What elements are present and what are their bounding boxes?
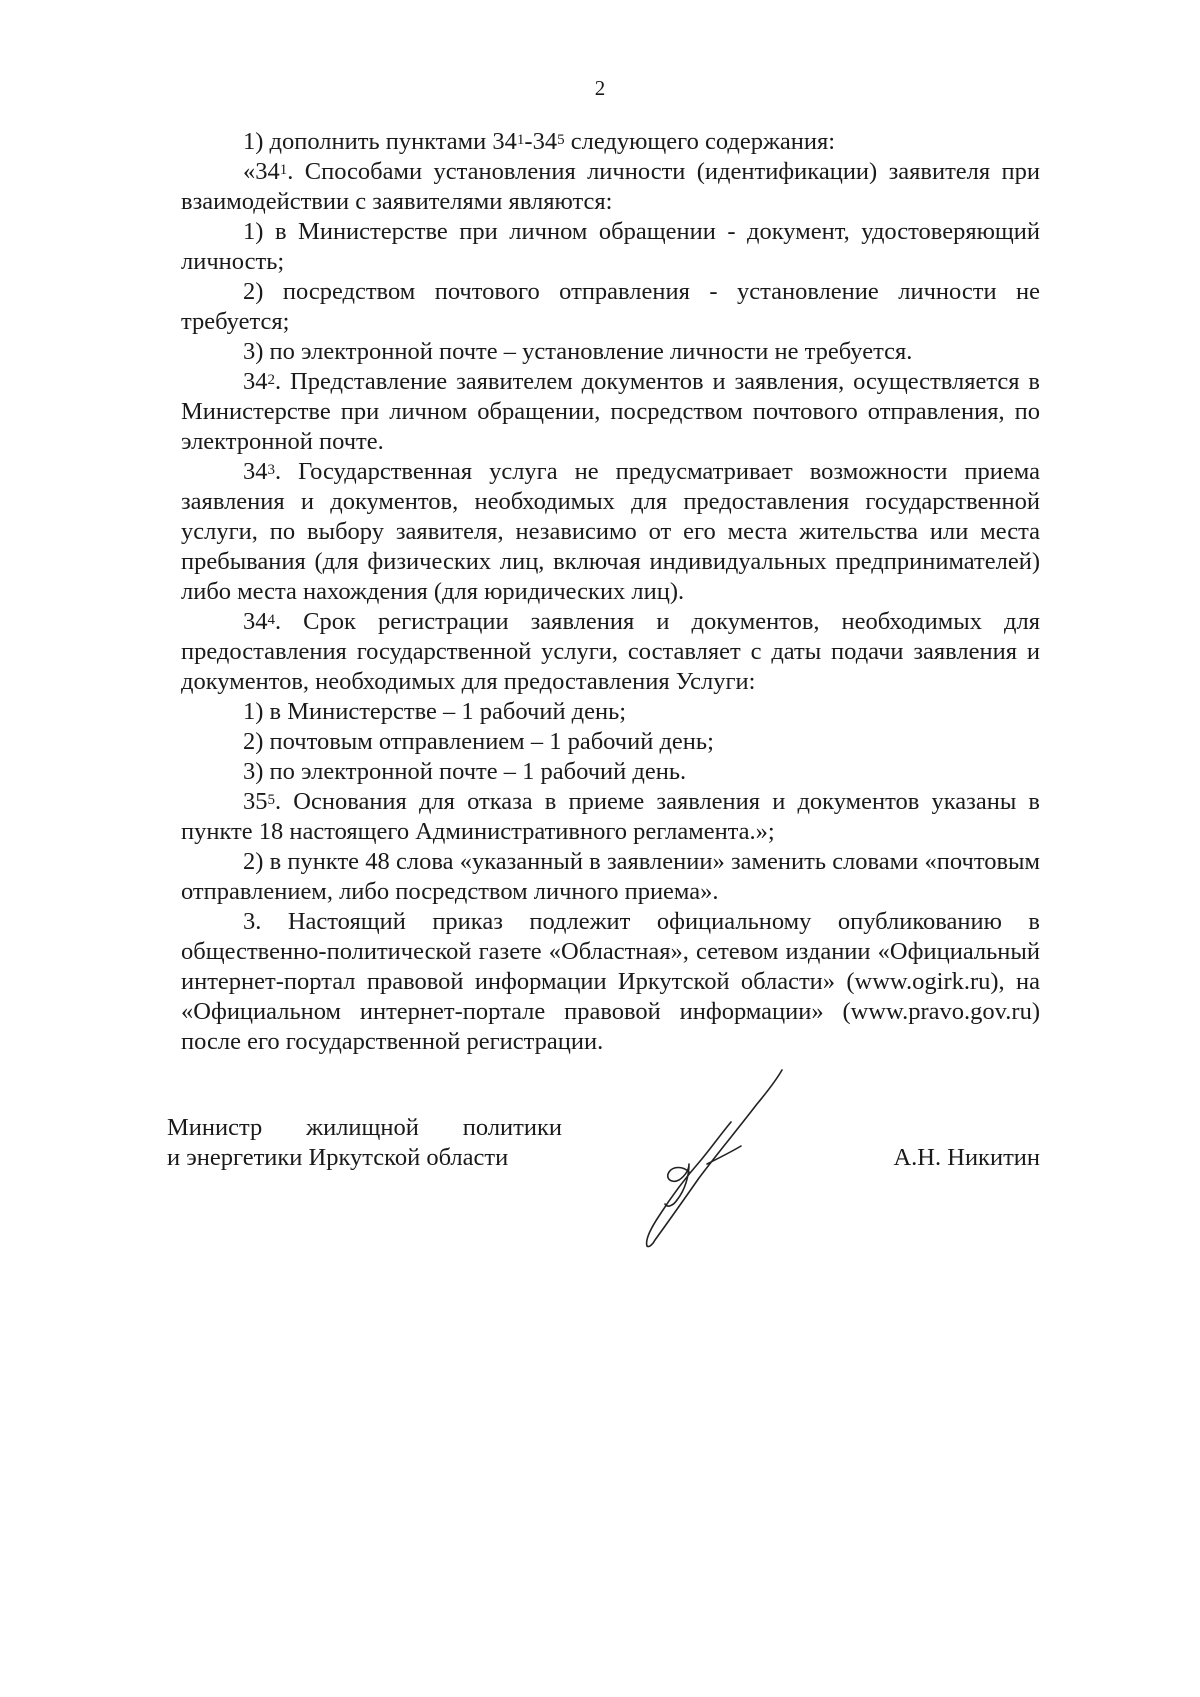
paragraph-text: . Государственная услуга не предусматривает возможности приема заявления и документов, необходимых для предоставления государственной услуги, по выбору заявителя, независимо от его места жительства или места пребывания (для физических лиц, включая индивидуальных предпринимателей) либо места нахождения (для юридических лиц). — [181, 458, 1040, 605]
paragraph-p10 — [181, 727, 1040, 757]
paragraph-p12 — [181, 787, 1040, 847]
paragraph-p11 — [181, 757, 1040, 787]
paragraph-text: 3) по электронной почте – 1 рабочий день. — [243, 758, 687, 785]
signer-title-word: Министр — [167, 1114, 263, 1141]
paragraph-text: 1) дополнить пунктами 34 — [243, 128, 517, 155]
paragraph-text: 34 — [243, 368, 268, 395]
paragraph-text: 2) в пункте 48 слова «указанный в заявлении» заменить словами «почтовым отправлением, либо посредством личного приема». — [181, 848, 1040, 905]
paragraph-p13 — [181, 847, 1040, 907]
paragraph-text: 34 — [243, 608, 268, 635]
paragraph-text: . Представление заявителем документов и заявления, осуществляется в Министерстве при личном обращении, посредством почтового отправления, по электронной почте. — [181, 368, 1040, 455]
superscript-index: 5 — [267, 792, 275, 808]
superscript-index: 5 — [557, 132, 565, 148]
paragraph-text: 34 — [243, 458, 268, 485]
superscript-index: 1 — [516, 132, 525, 148]
paragraph-p3 — [181, 217, 1040, 277]
paragraph-p2 — [181, 157, 1040, 217]
paragraph-p8 — [181, 607, 1040, 697]
superscript-index: 4 — [267, 612, 275, 628]
paragraph-text: следующего содержания: — [564, 128, 836, 155]
signer-name: А.Н. Никитин — [893, 1144, 1040, 1171]
signature-block — [167, 1113, 1040, 1253]
signer-title — [167, 1113, 562, 1173]
paragraph-p9 — [181, 697, 1040, 727]
paragraph-p6 — [181, 367, 1040, 457]
document-body — [181, 127, 1040, 1057]
page-number: 2 — [594, 76, 606, 100]
paragraph-p5 — [181, 337, 1040, 367]
paragraph-text: 2) посредством почтового отправления - установление личности не требуется; — [181, 278, 1040, 335]
paragraph-text: 3) по электронной почте – установление личности не требуется. — [243, 338, 913, 365]
paragraph-text: . Срок регистрации заявления и документов, необходимых для предоставления государственной услуги, составляет с даты подачи заявления и документов, необходимых для предоставления Услуги: — [181, 608, 1040, 695]
paragraph-p14 — [181, 907, 1040, 1057]
paragraph-text: 1) в Министерстве при личном обращении - документ, удостоверяющий личность; — [181, 218, 1040, 275]
signer-title-word: политики — [462, 1114, 562, 1141]
handwritten-signature-icon — [607, 1068, 787, 1253]
signer-title-line-1 — [167, 1113, 562, 1143]
superscript-index: 2 — [267, 372, 275, 388]
signer-title-line-2: и энергетики Иркутской области — [167, 1144, 509, 1171]
paragraph-text: 2) почтовым отправлением – 1 рабочий день; — [243, 728, 714, 755]
paragraph-text: «34 — [243, 158, 280, 185]
signer-title-word: жилищной — [306, 1114, 419, 1141]
paragraph-p4 — [181, 277, 1040, 337]
paragraph-text: . Способами установления личности (идентификации) заявителя при взаимодействии с заявителями являются: — [181, 158, 1040, 215]
paragraph-text: . Основания для отказа в приеме заявления и документов указаны в пункте 18 настоящего Административного регламента.»; — [181, 788, 1040, 845]
paragraph-text: -34 — [524, 128, 558, 155]
paragraph-p7 — [181, 457, 1040, 607]
paragraph-text: 3. Настоящий приказ подлежит официальному опубликованию в общественно-политической газете «Областная», сетевом издании «Официальный интернет-портал правовой информации Иркутской области» (www.ogirk.ru), на «Официальном интернет-портале правовой информации» (www.pravo.gov.ru) после его государственной регистрации. — [181, 908, 1040, 1055]
paragraph-text: 35 — [243, 788, 268, 815]
superscript-index: 1 — [279, 162, 288, 178]
paragraph-p1 — [181, 127, 1040, 157]
paragraph-text: 1) в Министерстве – 1 рабочий день; — [243, 698, 627, 725]
superscript-index: 3 — [267, 462, 275, 478]
